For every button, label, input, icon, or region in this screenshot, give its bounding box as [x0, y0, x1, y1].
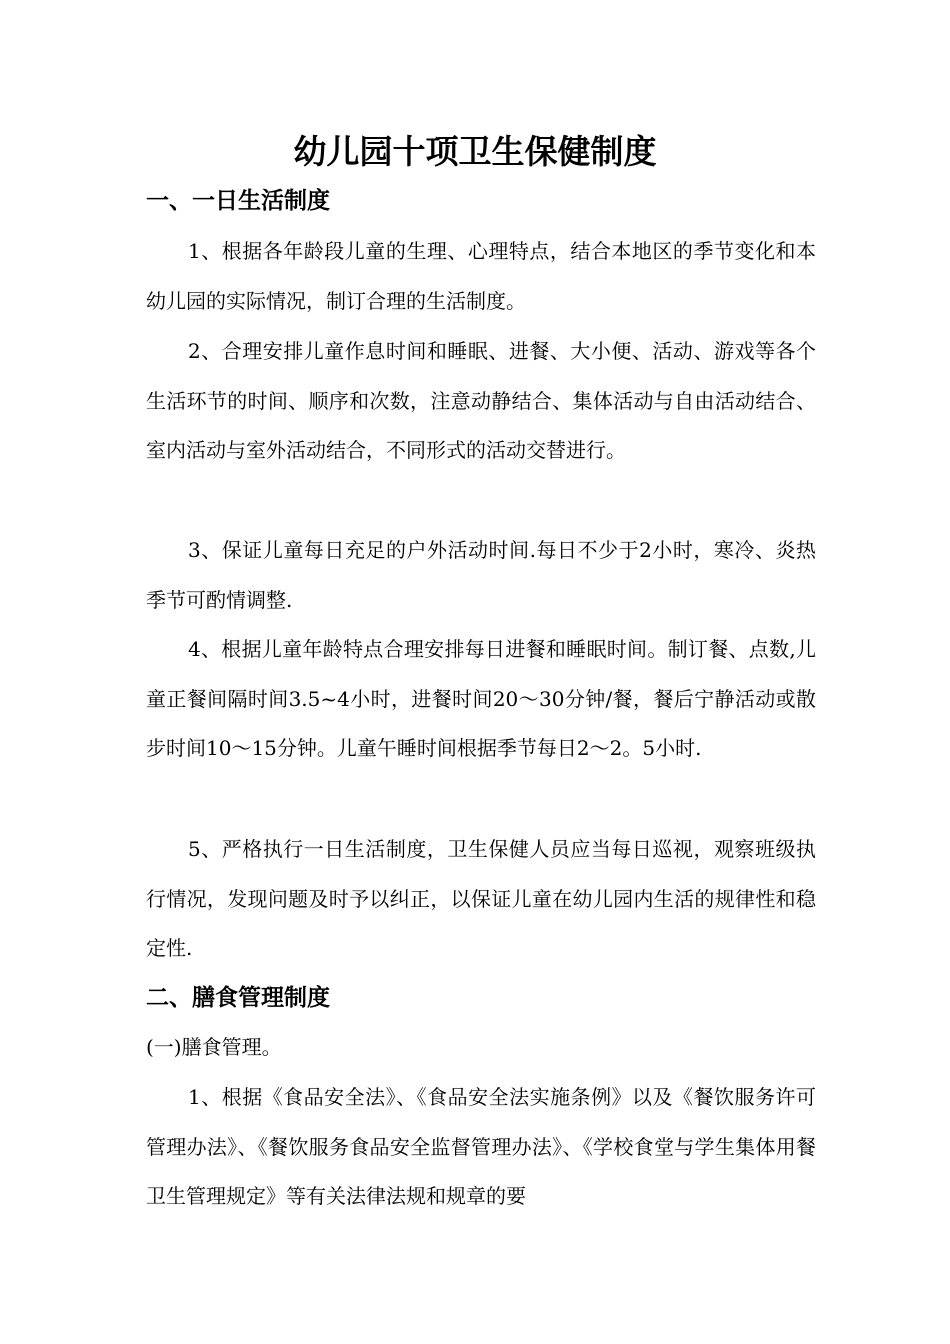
paragraph-1-5: 5、严格执行一日生活制度，卫生保健人员应当每日巡视，观察班级执行情况，发现问题及时予以纠正，以保证儿童在幼儿园内生活的规律性和稳定性. — [146, 837, 816, 960]
paragraph-1-3: 3、保证儿童每日充足的户外活动时间.每日不少于2小时，寒冷、炎热季节可酌情调整. — [146, 538, 816, 612]
paragraph-1-1: 1、根据各年龄段儿童的生理、心理特点，结合本地区的季节变化和本幼儿园的实际情况，制订合理的生活制度。 — [146, 239, 816, 313]
subheading-2-1: (一)膳食管理。 — [146, 1035, 282, 1059]
paragraph-2-1: 1、根据《食品安全法》、《食品安全法实施条例》以及《餐饮服务许可管理办法》、《餐饮服务食品安全监督管理办法》、《学校食堂与学生集体用餐卫生管理规定》等有关法律法规和规章的要 — [146, 1085, 816, 1208]
section-heading-1: 一、一日生活制度 — [146, 188, 330, 214]
paragraph-1-4: 4、根据儿童年龄特点合理安排每日进餐和睡眠时间。制订餐、点数,儿童正餐间隔时间3.5~4小时，进餐时间20～30分钟/餐，餐后宁静活动或散步时间10～15分钟。儿童午睡时间根据季节每日2～2。5小时. — [146, 637, 816, 760]
paragraph-1-2: 2、合理安排儿童作息时间和睡眠、进餐、大小便、活动、游戏等各个生活环节的时间、顺序和次数，注意动静结合、集体活动与自由活动结合、室内活动与室外活动结合，不同形式的活动交替进行。 — [146, 339, 816, 462]
document-title: 幼儿园十项卫生保健制度 — [293, 132, 657, 171]
section-heading-2: 二、膳食管理制度 — [146, 985, 330, 1011]
